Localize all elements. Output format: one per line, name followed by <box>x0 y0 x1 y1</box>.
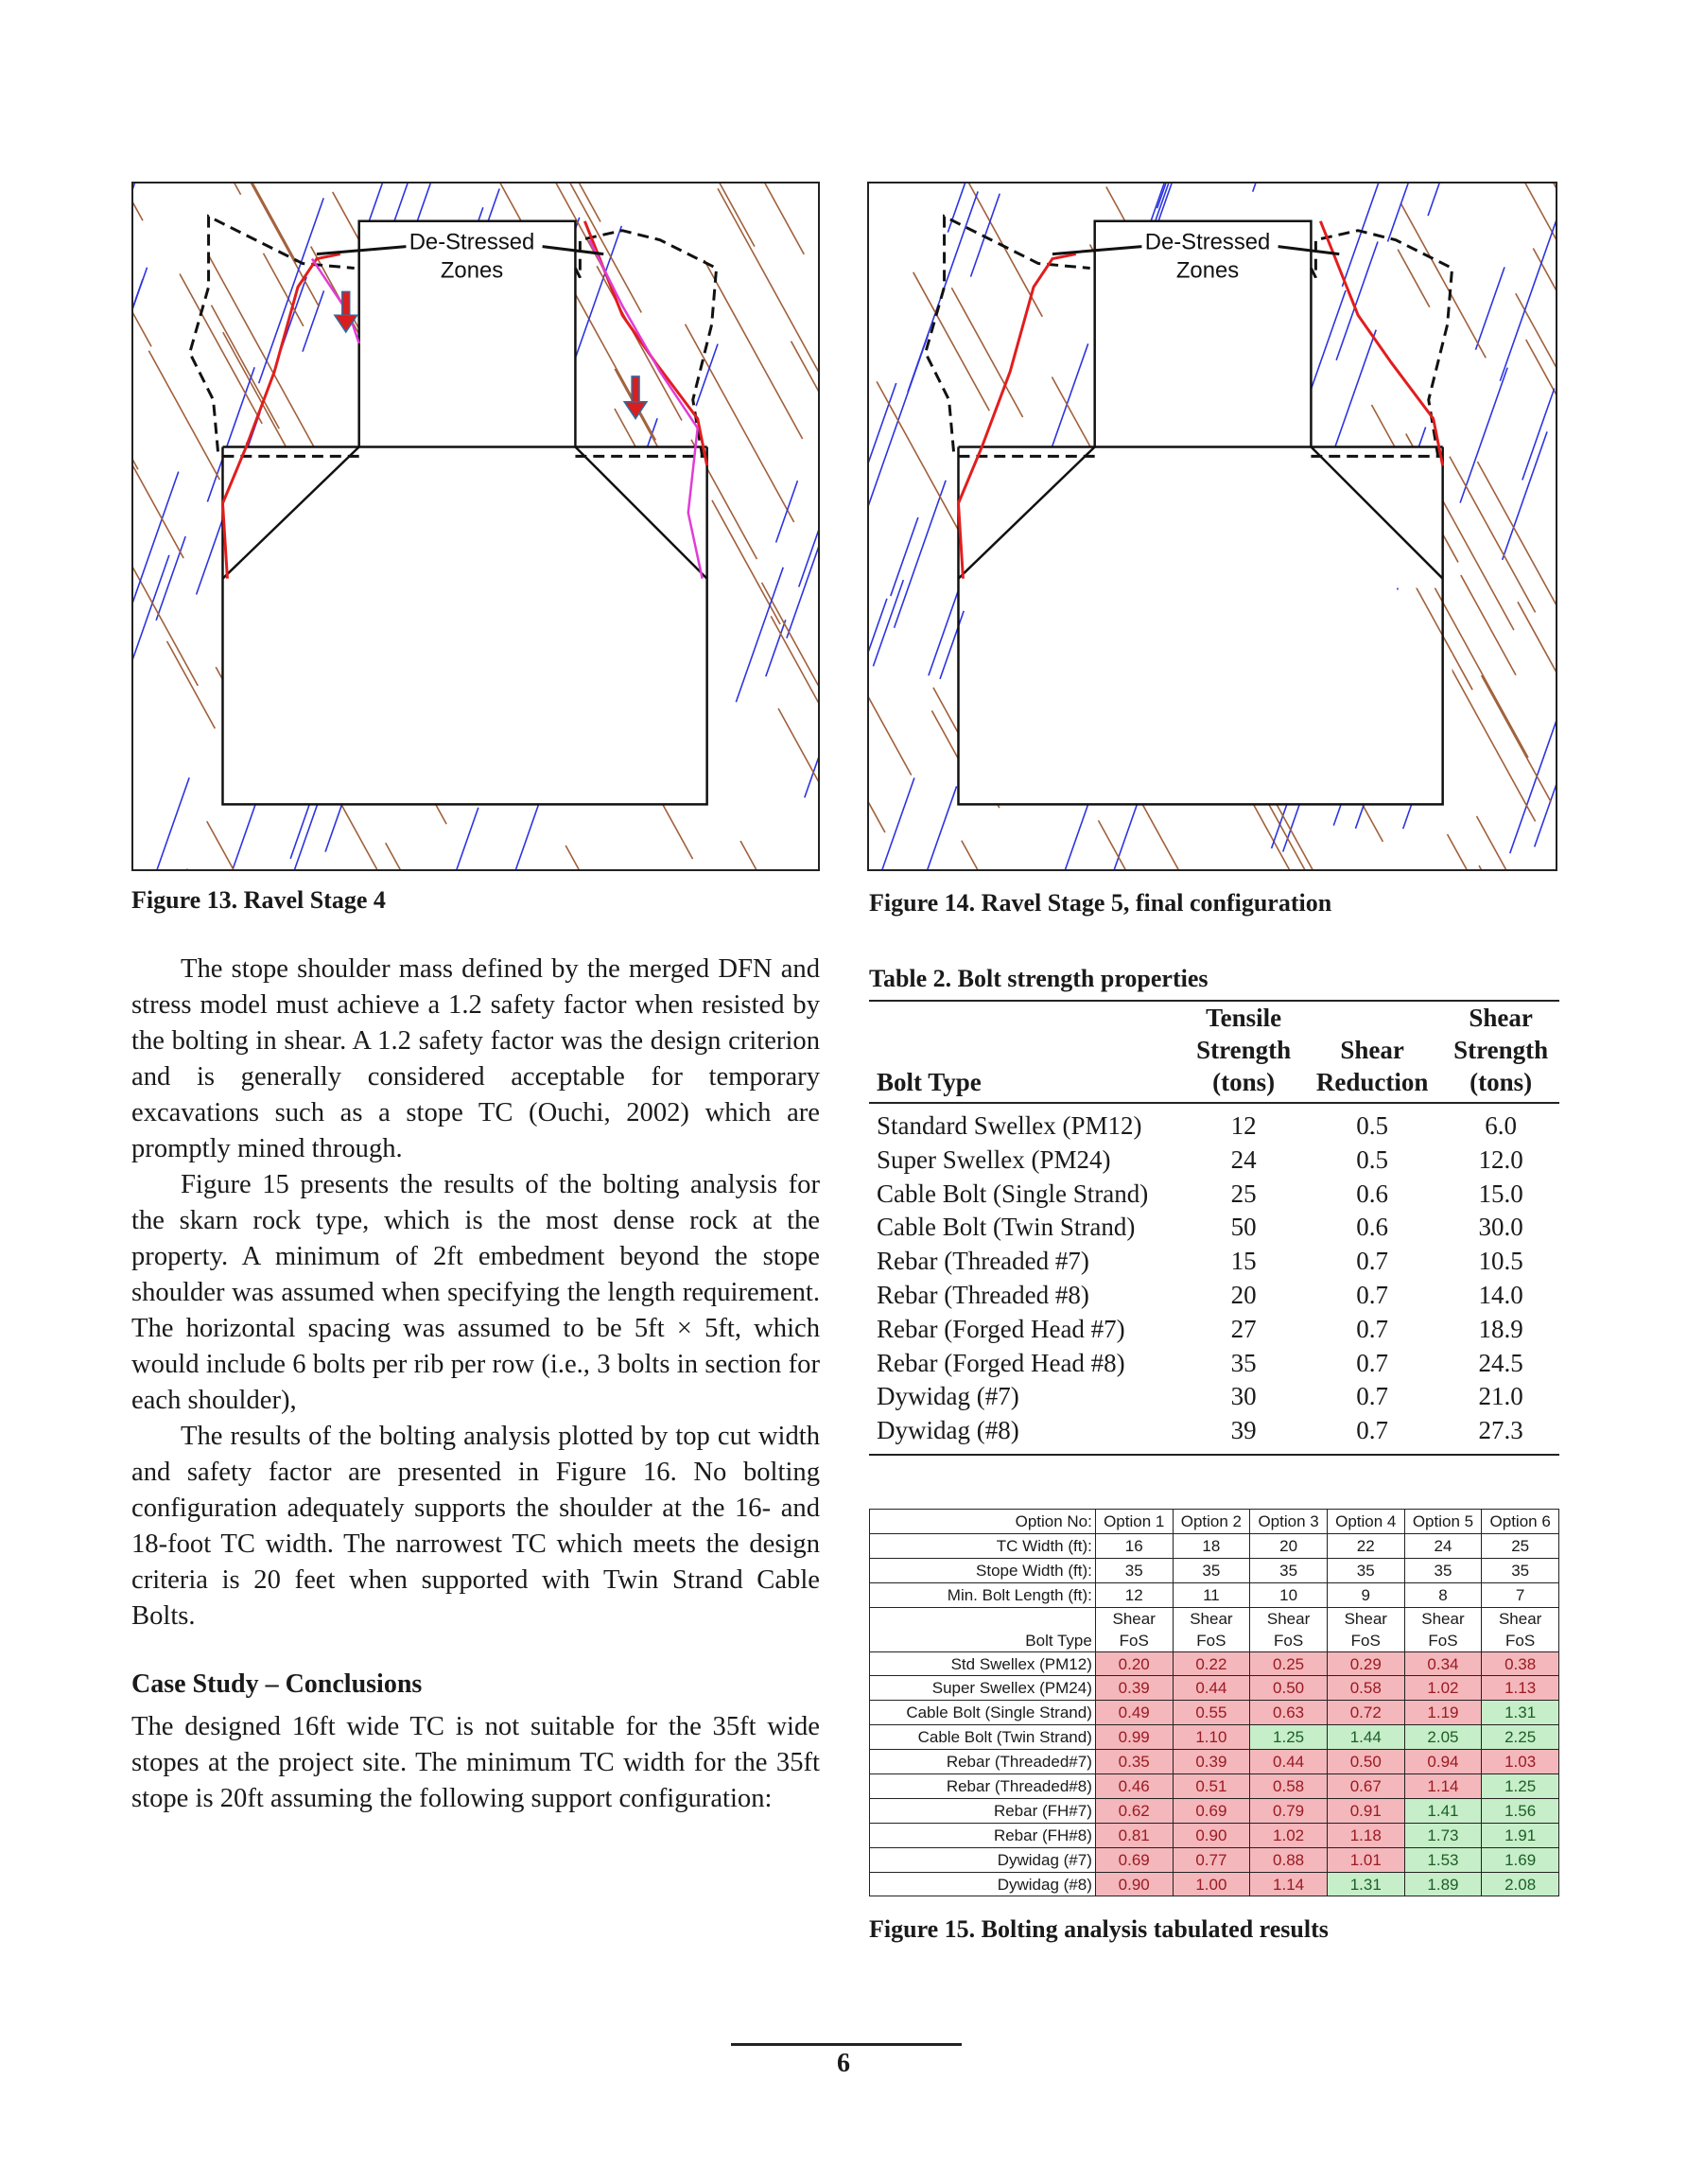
fos-cell: 1.89 <box>1404 1872 1482 1896</box>
table-cell: 16 <box>1095 1533 1173 1558</box>
page-number: 6 <box>837 2049 850 2078</box>
joint-line <box>133 279 143 442</box>
joint-line <box>1503 431 1547 559</box>
joint-line <box>766 620 786 676</box>
value-cell: 0.7 <box>1356 1280 1388 1309</box>
joint-line <box>1518 602 1556 772</box>
fos-cell: 0.77 <box>1173 1847 1250 1872</box>
joint-line <box>1533 248 1556 330</box>
table-row <box>870 1676 1559 1701</box>
table-cell: 35 <box>1173 1558 1250 1582</box>
shear-fos-header <box>1404 1607 1482 1651</box>
bolt-type-cell: Rebar (Forged Head #8) <box>877 1348 1125 1377</box>
fos-cell: 0.20 <box>1095 1651 1173 1676</box>
joint-line <box>133 555 169 739</box>
header-shear-reduction <box>1302 1001 1440 1103</box>
fos-cell: 0.94 <box>1404 1750 1482 1774</box>
fos-cell: 0.49 <box>1095 1701 1173 1725</box>
value-cell: 12 <box>1230 1111 1257 1140</box>
shear-fos-header <box>1482 1607 1559 1651</box>
value-cell: 25 <box>1230 1179 1257 1208</box>
value-cell: 24.5 <box>1478 1348 1523 1377</box>
joint-line <box>869 586 912 775</box>
table-cell: 24 <box>1404 1533 1482 1558</box>
fos-cell: 0.90 <box>1173 1823 1250 1847</box>
joint-line <box>923 786 957 869</box>
joint-line <box>1482 675 1552 802</box>
value-cell: 0.7 <box>1356 1416 1388 1445</box>
table-cell: Option 5 <box>1404 1510 1482 1534</box>
bolt-type-cell: Dywidag (#8) <box>870 1872 1096 1896</box>
table-cell: 10 <box>1250 1582 1328 1607</box>
header-line: FoS <box>1350 1631 1381 1650</box>
joint-line <box>1516 293 1556 389</box>
figure-14-label-line1: De-Stressed <box>1144 229 1271 255</box>
header-line: Shear <box>1344 1609 1387 1628</box>
value-cell: 14.0 <box>1478 1280 1523 1309</box>
joint-line <box>718 188 818 379</box>
fos-cell: 0.29 <box>1327 1651 1404 1676</box>
fos-cell: 0.62 <box>1095 1798 1173 1823</box>
joint-line <box>209 255 318 453</box>
joint-line <box>1519 183 1556 267</box>
joint-line <box>133 183 143 220</box>
joint-line <box>567 280 655 440</box>
joint-line <box>1449 663 1536 821</box>
header-line: Tensile <box>1206 1004 1282 1032</box>
fos-cell: 0.99 <box>1095 1725 1173 1750</box>
joint-line <box>787 520 818 638</box>
paragraph: The designed 16ft wide TC is not suitable for the 35ft wide stopes at the project site. The minimum TC width for the 35ft stope is 20ft assuming the following support configuration: <box>131 1712 820 1813</box>
joint-line <box>340 804 383 869</box>
value-cell: 30 <box>1230 1382 1257 1411</box>
paragraph: The results of the bolting analysis plotted by top cut width and safety factor are presented in Figure 16. No bolting configuration adequately supports the shoulder at the 16- and 18-foot TC width. The narrowest TC which meets the design criteria is 20 feet when supported with Twin Strand Cable Bolts. <box>131 1422 820 1631</box>
stope-width-row <box>870 1558 1559 1582</box>
header-line: Reduction <box>1315 1068 1429 1096</box>
joint-line <box>776 480 798 542</box>
joint-line <box>1400 203 1486 358</box>
fos-cell: 1.10 <box>1173 1725 1250 1750</box>
joint-line <box>929 590 959 675</box>
table-row <box>869 1245 1559 1279</box>
figure-13-image <box>131 182 820 871</box>
table-cell: 35 <box>1482 1558 1559 1582</box>
figure-13-label-line1: De-Stressed <box>409 229 535 255</box>
joint-line <box>877 778 914 869</box>
fos-cell: 1.31 <box>1482 1701 1559 1725</box>
joint-line <box>799 419 818 586</box>
header-shear-strength <box>1440 1001 1559 1103</box>
header-line: Shear <box>1190 1609 1233 1628</box>
joint-line <box>895 480 947 628</box>
joint-line <box>1253 183 1323 192</box>
bolt-type-cell: Rebar (Threaded#7) <box>870 1750 1096 1774</box>
joint-line <box>948 183 992 233</box>
table-row <box>870 1798 1559 1823</box>
table-cell: 35 <box>1404 1558 1482 1582</box>
fos-cell: 0.46 <box>1095 1774 1173 1799</box>
table-cell: 9 <box>1327 1582 1404 1607</box>
joint-line <box>951 288 1022 417</box>
fos-cell: 0.44 <box>1173 1676 1250 1701</box>
table-row <box>869 1178 1559 1212</box>
figure-13-caption: Figure 13. Ravel Stage 4 <box>131 886 386 914</box>
table-cell: 25 <box>1482 1533 1559 1558</box>
fos-cell: 0.25 <box>1250 1651 1328 1676</box>
joint-line <box>962 841 1014 869</box>
row-label: Stope Width (ft): <box>870 1558 1096 1582</box>
joint-line <box>805 637 818 798</box>
table-row <box>869 1103 1559 1144</box>
joint-line <box>1477 462 1556 617</box>
joint-line <box>133 410 183 558</box>
joint-line <box>1448 834 1494 869</box>
joint-line <box>740 841 793 869</box>
fos-cell: 1.25 <box>1250 1725 1328 1750</box>
table-row <box>870 1823 1559 1847</box>
joint-line <box>133 383 138 470</box>
table-row <box>870 1872 1559 1896</box>
table-row <box>870 1725 1559 1750</box>
bolt-type-cell: Std Swellex (PM12) <box>870 1651 1096 1676</box>
joint-line <box>1522 389 1555 480</box>
header-line: (tons) <box>1212 1068 1276 1096</box>
joint-line <box>457 808 478 869</box>
joint-line <box>815 827 818 869</box>
joint-line <box>1428 183 1469 216</box>
table-cell: Option 4 <box>1327 1510 1404 1534</box>
fos-cell: 0.34 <box>1404 1651 1482 1676</box>
fos-cell: 0.51 <box>1173 1774 1250 1799</box>
table-row <box>870 1774 1559 1799</box>
bolt-type-cell: Rebar (Threaded #7) <box>877 1247 1089 1276</box>
header-line: Shear <box>1469 1004 1533 1032</box>
joint-line <box>167 641 216 728</box>
bolt-type-cell: Cable Bolt (Twin Strand) <box>870 1725 1096 1750</box>
fos-cell: 1.03 <box>1482 1750 1559 1774</box>
bolt-type-cell: Dywidag (#8) <box>877 1416 1019 1445</box>
fos-cell: 0.67 <box>1327 1774 1404 1799</box>
joint-line <box>704 260 803 439</box>
table-header-row <box>869 1001 1559 1103</box>
joint-line <box>259 198 324 383</box>
joint-line <box>762 583 818 781</box>
bolt-type-cell: Dywidag (#7) <box>877 1382 1019 1411</box>
table-cell: 20 <box>1250 1533 1328 1558</box>
option-row <box>870 1510 1559 1534</box>
fos-cell: 0.63 <box>1250 1701 1328 1725</box>
fos-cell: 0.55 <box>1173 1701 1250 1725</box>
joint-line <box>869 648 885 832</box>
table-row <box>869 1414 1559 1455</box>
header-bolt-type: Bolt Type <box>877 1068 982 1096</box>
bolt-type-cell: Rebar (Forged Head #7) <box>877 1314 1125 1343</box>
value-cell: 0.6 <box>1356 1213 1388 1242</box>
value-cell: 18.9 <box>1478 1314 1523 1343</box>
table-row <box>870 1750 1559 1774</box>
fos-cell: 2.08 <box>1482 1872 1559 1896</box>
bolt-type-label: Bolt Type <box>870 1607 1096 1651</box>
row-label: Min. Bolt Length (ft): <box>870 1582 1096 1607</box>
fos-cell: 0.81 <box>1095 1823 1173 1847</box>
header-line: Shear <box>1112 1609 1156 1628</box>
fos-cell: 0.44 <box>1250 1750 1328 1774</box>
fos-cell: 1.00 <box>1173 1872 1250 1896</box>
joint-line <box>133 183 241 195</box>
fos-cell: 0.38 <box>1482 1651 1559 1676</box>
table-row <box>869 1144 1559 1178</box>
bolt-type-cell: Standard Swellex (PM12) <box>877 1111 1142 1140</box>
down-arrow-icon <box>624 376 647 419</box>
value-cell: 15 <box>1230 1247 1257 1276</box>
fos-cell: 0.39 <box>1173 1750 1250 1774</box>
joint-line <box>935 183 1042 317</box>
figure-14-caption: Figure 14. Ravel Stage 5, final configuration <box>869 889 1332 917</box>
joint-line <box>133 563 198 686</box>
joint-line <box>704 183 804 254</box>
header-line: Shear <box>1266 1609 1311 1628</box>
value-cell: 0.7 <box>1356 1348 1388 1377</box>
table-row <box>869 1313 1559 1347</box>
fos-cell: 1.91 <box>1482 1823 1559 1847</box>
figure-13-label-line2: Zones <box>440 257 504 284</box>
value-cell: 20 <box>1230 1280 1257 1309</box>
figure-14-image <box>867 182 1557 871</box>
figure-14-label-line2: Zones <box>1175 257 1240 284</box>
joint-line <box>1461 575 1516 675</box>
joint-line <box>133 183 155 241</box>
section-heading: Case Study – Conclusions <box>131 1669 423 1699</box>
bolt-type-cell: Cable Bolt (Single Strand) <box>877 1179 1149 1208</box>
fos-cell: 1.02 <box>1250 1823 1328 1847</box>
table-cell: 7 <box>1482 1582 1559 1607</box>
table-cell: Option 6 <box>1482 1510 1559 1534</box>
joint-line <box>778 708 818 820</box>
bolt-strength-table <box>869 1000 1559 1456</box>
row-label: TC Width (ft): <box>870 1533 1096 1558</box>
value-cell: 21.0 <box>1478 1382 1523 1411</box>
fos-cell: 1.44 <box>1327 1725 1404 1750</box>
value-cell: 24 <box>1230 1144 1257 1174</box>
value-cell: 10.5 <box>1478 1247 1523 1276</box>
bolt-type-cell: Rebar (Threaded#8) <box>870 1774 1096 1799</box>
joint-line <box>877 381 971 552</box>
table-cell: 12 <box>1095 1582 1173 1607</box>
fos-cell: 0.39 <box>1095 1676 1173 1701</box>
fos-cell: 0.50 <box>1250 1676 1328 1701</box>
bolt-type-cell: Cable Bolt (Single Strand) <box>870 1701 1096 1725</box>
fos-cell: 1.56 <box>1482 1798 1559 1823</box>
header-line: Strength <box>1196 1036 1292 1064</box>
joint-line <box>891 517 918 596</box>
value-cell: 0.5 <box>1356 1111 1388 1140</box>
joint-line <box>386 843 444 869</box>
fos-cell: 1.73 <box>1404 1823 1482 1847</box>
table-cell: Option 2 <box>1173 1510 1250 1534</box>
table-cell: 18 <box>1173 1533 1250 1558</box>
table-cell: 8 <box>1404 1582 1482 1607</box>
joint-line <box>303 290 324 351</box>
fos-cell: 0.35 <box>1095 1750 1173 1774</box>
joint-line <box>133 235 151 346</box>
shear-fos-header <box>1250 1607 1328 1651</box>
fos-cell: 1.02 <box>1404 1676 1482 1701</box>
fos-cell: 0.58 <box>1250 1774 1328 1799</box>
value-cell: 0.5 <box>1356 1144 1388 1174</box>
joint-line <box>970 194 1000 277</box>
shear-fos-header <box>1173 1607 1250 1651</box>
figure-14-drawing <box>869 183 1556 869</box>
paragraph: Figure 15 presents the results of the bolting analysis for the skarn rock type, which is the most dense rock at the property. A minimum of 2ft embedment beyond the stope shoulder was assumed when specifying the length requirement. The horizontal spacing was assumed to be 5ft × 5ft, which would include 6 bolts per rib per row (i.e., 3 bolts in section for each shoulder), <box>131 1170 820 1415</box>
fos-cell: 0.22 <box>1173 1651 1250 1676</box>
fos-cell: 0.50 <box>1327 1750 1404 1774</box>
bolt-type-cell: Rebar (Threaded #8) <box>877 1280 1089 1309</box>
table-cell: 22 <box>1327 1533 1404 1558</box>
header-line: FoS <box>1196 1631 1226 1650</box>
header-line: Strength <box>1453 1036 1549 1064</box>
table-cell: 35 <box>1250 1558 1328 1582</box>
paragraph: The stope shoulder mass defined by the merged DFN and stress model must achieve a 1.2 safety factor when resisted by the bolting in shear. A 1.2 safety factor was the design criterion and is generally considered acceptable for temporary excavations such as a stope TC (Ouchi, 2002) which are promptly mined through. <box>131 954 820 1163</box>
fos-cell: 0.88 <box>1250 1847 1328 1872</box>
value-cell: 0.6 <box>1356 1179 1388 1208</box>
bolt-type-header-row <box>870 1607 1559 1651</box>
joint-line <box>509 798 540 869</box>
joint-line <box>659 183 755 247</box>
table-row <box>869 1380 1559 1414</box>
joint-line <box>1475 267 1504 349</box>
table-row <box>869 1347 1559 1381</box>
fos-cell: 1.14 <box>1404 1774 1482 1799</box>
bolt-type-cell: Super Swellex (PM24) <box>870 1676 1096 1701</box>
footer-divider <box>731 2043 962 2046</box>
body-text <box>131 952 820 1634</box>
value-cell: 35 <box>1230 1348 1257 1377</box>
value-cell: 0.7 <box>1356 1247 1388 1276</box>
bolt-length-row <box>870 1582 1559 1607</box>
shear-fos-header <box>1327 1607 1404 1651</box>
header-line: FoS <box>1273 1631 1304 1650</box>
header-line: FoS <box>1505 1631 1536 1650</box>
joint-line <box>1398 250 1430 307</box>
table-row <box>869 1279 1559 1313</box>
value-cell: 39 <box>1230 1416 1257 1445</box>
table-body <box>870 1510 1559 1896</box>
header-tensile-strength <box>1183 1001 1302 1103</box>
fos-cell: 1.25 <box>1482 1774 1559 1799</box>
fos-cell: 0.91 <box>1327 1798 1404 1823</box>
case-study-text <box>131 1709 820 1817</box>
value-cell: 0.7 <box>1356 1382 1388 1411</box>
header-line: FoS <box>1119 1631 1149 1650</box>
table-row <box>870 1701 1559 1725</box>
shear-fos-header <box>1095 1607 1173 1651</box>
table-cell: 11 <box>1173 1582 1250 1607</box>
joint-line <box>869 383 896 587</box>
fos-cell: 2.25 <box>1482 1725 1559 1750</box>
value-cell: 27 <box>1230 1314 1257 1343</box>
bolt-type-cell: Cable Bolt (Twin Strand) <box>877 1213 1136 1242</box>
fos-cell: 1.53 <box>1404 1847 1482 1872</box>
bolt-type-cell: Rebar (FH#7) <box>870 1798 1096 1823</box>
bolting-results-table <box>869 1509 1559 1896</box>
value-cell: 30.0 <box>1478 1213 1523 1242</box>
fos-cell: 1.14 <box>1250 1872 1328 1896</box>
value-cell: 6.0 <box>1485 1111 1517 1140</box>
table-cell: 35 <box>1095 1558 1173 1582</box>
table-row <box>870 1651 1559 1676</box>
joint-line <box>211 306 279 429</box>
header-line: FoS <box>1428 1631 1458 1650</box>
joint-line <box>148 351 219 480</box>
table-cell: 35 <box>1327 1558 1404 1582</box>
value-cell: 50 <box>1230 1213 1257 1242</box>
joint-line <box>869 599 887 785</box>
fos-cell: 2.05 <box>1404 1725 1482 1750</box>
row-label: Option No: <box>870 1510 1096 1534</box>
joint-line <box>696 344 718 406</box>
joint-line <box>1460 368 1507 503</box>
value-cell: 15.0 <box>1478 1179 1523 1208</box>
fos-cell: 1.19 <box>1404 1701 1482 1725</box>
fos-cell: 0.69 <box>1173 1798 1250 1823</box>
fos-cell: 1.18 <box>1327 1823 1404 1847</box>
fos-cell: 1.01 <box>1327 1847 1404 1872</box>
fos-cell: 0.69 <box>1095 1847 1173 1872</box>
bolt-type-cell: Super Swellex (PM24) <box>877 1144 1111 1174</box>
value-cell: 27.3 <box>1478 1416 1523 1445</box>
table-cell: Option 1 <box>1095 1510 1173 1534</box>
table-2-title: Table 2. Bolt strength properties <box>869 965 1209 992</box>
header-line: (tons) <box>1470 1068 1533 1096</box>
fos-cell: 0.79 <box>1250 1798 1328 1823</box>
bolt-type-cell: Rebar (FH#8) <box>870 1823 1096 1847</box>
fos-cell: 0.58 <box>1327 1676 1404 1701</box>
table-cell: Option 3 <box>1250 1510 1328 1534</box>
joint-line <box>565 846 613 869</box>
joint-line <box>1522 183 1556 317</box>
fos-cell: 1.41 <box>1404 1798 1482 1823</box>
header-line: Shear <box>1340 1036 1404 1064</box>
tc-width-row <box>870 1533 1559 1558</box>
bolt-type-cell: Dywidag (#7) <box>870 1847 1096 1872</box>
header-line: Shear <box>1421 1609 1465 1628</box>
figure-15-caption: Figure 15. Bolting analysis tabulated results <box>869 1915 1329 1943</box>
joint-line <box>513 183 600 221</box>
figure-13-drawing <box>133 183 818 869</box>
table-body <box>869 1103 1559 1455</box>
fos-cell: 0.72 <box>1327 1701 1404 1725</box>
table-row <box>870 1847 1559 1872</box>
value-cell: 0.7 <box>1356 1314 1388 1343</box>
fos-cell: 0.90 <box>1095 1872 1173 1896</box>
fos-cell: 1.69 <box>1482 1847 1559 1872</box>
joint-line <box>139 778 189 869</box>
value-cell: 12.0 <box>1478 1144 1523 1174</box>
fos-cell: 1.31 <box>1327 1872 1404 1896</box>
header-line: Shear <box>1498 1609 1542 1628</box>
table-row <box>869 1211 1559 1245</box>
fos-cell: 1.13 <box>1482 1676 1559 1701</box>
